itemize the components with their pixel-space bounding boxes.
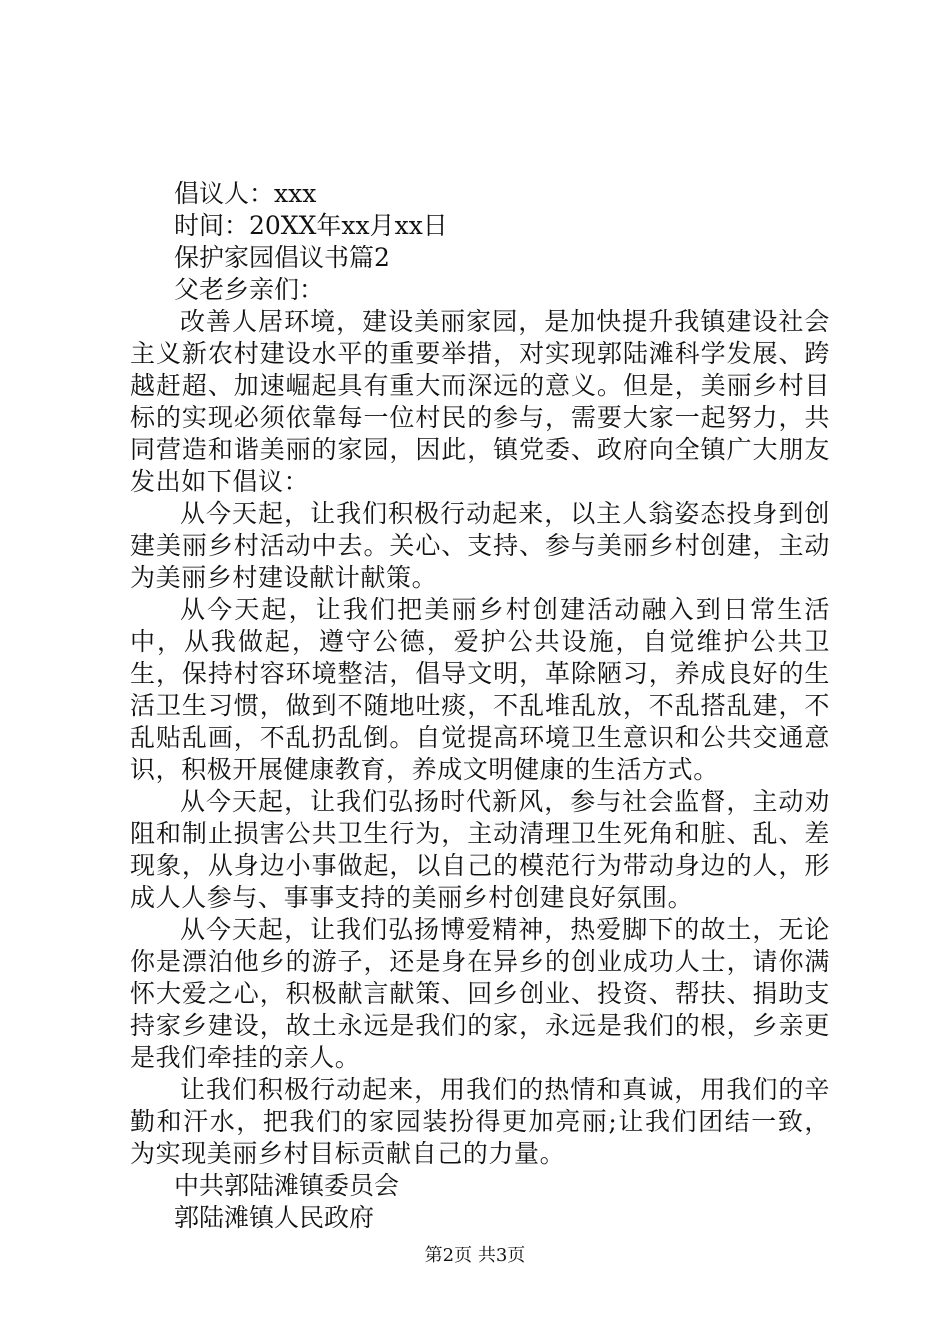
paragraph-proposal-3: 从今天起，让我们弘扬时代新风，参与社会监督，主动劝阻和制止损害公共卫生行为，主动清理卫生死角和脏、乱、差现象，从身边小事做起，以自己的模范行为带动身边的人，形成人人参与、事事支持的美丽乡村创建良好氛围。	[130, 787, 830, 912]
proposer-line: 倡议人：xxx	[174, 179, 317, 208]
greeting: 父老乡亲们：	[174, 275, 325, 304]
paragraph-closing: 让我们积极行动起来，用我们的热情和真诚，用我们的辛勤和汗水，把我们的家园装扮得更加亮丽;让我们团结一致，为实现美丽乡村目标贡献自己的力量。	[130, 1075, 830, 1168]
signature-committee: 中共郭陆滩镇委员会	[174, 1171, 400, 1200]
paragraph-proposal-1: 从今天起，让我们积极行动起来，以主人翁姿态投身到创建美丽乡村活动中去。关心、支持、参与美丽乡村创建，主动为美丽乡村建设献计献策。	[130, 499, 830, 592]
paragraph-proposal-2: 从今天起，让我们把美丽乡村创建活动融入到日常生活中，从我做起，遵守公德，爱护公共设施，自觉维护公共卫生，保持村容环境整洁，倡导文明，革除陋习，养成良好的生活卫生习惯，做到不随地吐痰，不乱堆乱放，不乱搭乱建，不乱贴乱画，不乱扔乱倒。自觉提高环境卫生意识和公共交通意识，积极开展健康教育，养成文明健康的生活方式。	[130, 595, 830, 784]
page-footer: 第2页 共3页	[424, 1245, 526, 1266]
date-line: 时间：20XX年xx月xx日	[174, 211, 448, 240]
document-body	[130, 178, 830, 1234]
paragraph-intro: 改善人居环境，建设美丽家园，是加快提升我镇建设社会主义新农村建设水平的重要举措，对实现郭陆滩科学发展、跨越赶超、加速崛起具有重大而深远的意义。但是，美丽乡村目标的实现必须依靠每一位村民的参与，需要大家一起努力，共同营造和谐美丽的家园，因此，镇党委、政府向全镇广大朋友发出如下倡议：	[130, 307, 830, 496]
signature-government: 郭陆滩镇人民政府	[174, 1203, 375, 1232]
paragraph-proposal-4: 从今天起，让我们弘扬博爱精神，热爱脚下的故土，无论你是漂泊他乡的游子，还是身在异乡的创业成功人士，请你满怀大爱之心，积极献言献策、回乡创业、投资、帮扶、捐助支持家乡建设，故土永远是我们的家，永远是我们的根，乡亲更是我们牵挂的亲人。	[130, 915, 830, 1072]
section-title: 保护家园倡议书篇2	[174, 243, 390, 272]
